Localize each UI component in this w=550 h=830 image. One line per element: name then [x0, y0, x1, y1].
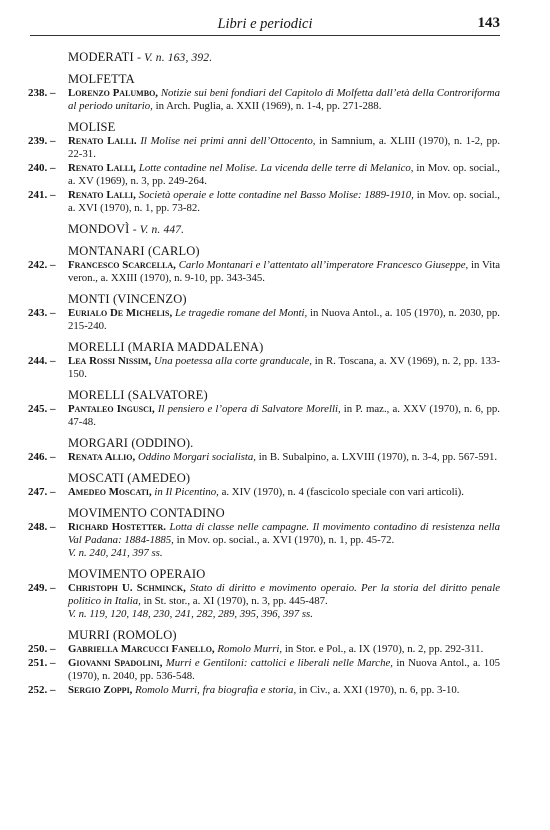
bibliography-entry — [28, 451, 500, 464]
bibliography-entry — [28, 87, 500, 113]
entry-text — [68, 657, 500, 683]
bibliography-entry — [28, 657, 500, 683]
heading-text: MONTI (VINCENZO) — [68, 292, 187, 306]
entry-text — [68, 189, 500, 215]
entry-text — [68, 451, 500, 464]
entry-author: Francesco Scarcella, — [68, 259, 176, 271]
entry-number: 243. – — [28, 307, 56, 319]
heading-text: MOVIMENTO CONTADINO — [68, 506, 225, 520]
entry-number: 247. – — [28, 486, 56, 498]
entry-title: Le tragedie romane del Monti, — [174, 307, 308, 319]
entry-details: in Mov. op. social., a. XV (1969), n. 3, pp. 249-264. — [68, 162, 500, 187]
entry-author: Renata Allio, — [68, 451, 136, 463]
entry-author: Christoph U. Schminck, — [68, 582, 186, 594]
heading-text: MONDOVÌ — [68, 222, 130, 236]
entry-author: Amedeo Moscati, — [68, 486, 152, 498]
entry-text — [68, 582, 500, 621]
entry-text — [68, 355, 500, 381]
section-heading — [28, 436, 500, 450]
section-heading — [28, 388, 500, 402]
section-heading — [28, 567, 500, 581]
entry-number: 244. – — [28, 355, 56, 367]
heading-text: MONTANARI (CARLO) — [68, 244, 200, 258]
heading-text: MURRI (ROMOLO) — [68, 628, 177, 642]
entry-title: Oddino Morgari socialista, — [137, 451, 257, 463]
heading-text: MOSCATI (AMEDEO) — [68, 471, 191, 485]
entry-details: in Mov. op. social., a. XVI (1970), n. 1, pp. 73-82. — [68, 189, 500, 214]
entry-details: in B. Subalpino, a. LXVIII (1970), n. 3-4, pp. 567-591. — [258, 451, 498, 463]
heading-text: MORGARI (ODDINO). — [68, 436, 194, 450]
entry-author: Renato Lalli. — [68, 135, 137, 147]
entry-title: Una poetessa alla corte granducale, — [154, 355, 312, 367]
entry-number: 238. – — [28, 87, 56, 99]
section-heading — [28, 50, 500, 65]
bibliography-entry — [28, 403, 500, 429]
section-heading — [28, 340, 500, 354]
heading-cross-reference: - V. n. 447. — [132, 224, 185, 236]
page-header — [30, 14, 500, 36]
bibliography-entry — [28, 684, 500, 697]
bibliography-entry — [28, 486, 500, 499]
bibliography-entry — [28, 582, 500, 621]
entry-cross-reference: V. n. 119, 120, 148, 230, 241, 282, 289, 395, 396, 397 ss. — [68, 608, 313, 620]
running-title: Libri e periodici — [217, 16, 313, 32]
entry-details: in Arch. Puglia, a. XXII (1969), n. 1-4, pp. 271-288. — [155, 100, 382, 112]
section-heading — [28, 506, 500, 520]
entry-details: in Nuova Antol., a. 105 (1970), n. 2040, pp. 536-548. — [68, 657, 501, 682]
entry-cross-reference: V. n. 240, 241, 397 ss. — [68, 547, 163, 559]
entry-details: in Samnium, a. XLIII (1970), n. 1-2, pp. 22-31. — [68, 135, 501, 160]
entry-title: Lotta di classe nelle campagne. Il movimento contadino di resistenza nella Val Padana: 1884-1885, — [68, 521, 500, 546]
bibliography-entry — [28, 307, 500, 333]
entry-title: Romolo Murri, — [217, 643, 283, 655]
bibliography-entry — [28, 521, 500, 560]
entry-details: in St. stor., a. XI (1970), n. 3, pp. 445-487. — [143, 595, 328, 607]
entry-author: Richard Hostetter. — [68, 521, 166, 533]
heading-text: MOLISE — [68, 120, 116, 134]
page-number: 143 — [477, 15, 500, 31]
entry-number: 242. – — [28, 259, 56, 271]
entry-number: 240. – — [28, 162, 56, 174]
entry-text — [68, 643, 500, 656]
entry-number: 248. – — [28, 521, 56, 533]
entry-number: 246. – — [28, 451, 56, 463]
entry-number: 250. – — [28, 643, 56, 655]
entry-number: 245. – — [28, 403, 56, 415]
section-heading — [28, 471, 500, 485]
entry-details: in Vita veron., a. XXIII (1970), n. 9-10, pp. 343-345. — [68, 259, 500, 284]
entry-title: Società operaie e lotte contadine nel Basso Molise: 1889-1910, — [138, 189, 414, 201]
entry-author: Renato Lalli, — [68, 162, 136, 174]
entry-author: Pantaleo Ingusci, — [68, 403, 155, 415]
bibliography-entry — [28, 189, 500, 215]
entry-title: Lotte contadine nel Molise. La vicenda delle terre di Melanico, — [138, 162, 414, 174]
entry-number: 251. – — [28, 657, 56, 669]
bibliography-entry — [28, 259, 500, 285]
entry-author: Lorenzo Palumbo, — [68, 87, 158, 99]
heading-text: MORELLI (MARIA MADDALENA) — [68, 340, 264, 354]
entry-author: Renato Lalli, — [68, 189, 136, 201]
entry-title: in Il Picentino, — [154, 486, 219, 498]
entry-text — [68, 403, 500, 429]
entry-author: Giovanni Spadolini, — [68, 657, 163, 669]
entry-title: Stato di diritto e movimento operaio. Per la storia del diritto penale politico in Italia, — [68, 582, 501, 607]
entry-text — [68, 307, 500, 333]
entry-text — [68, 135, 500, 161]
bibliography-entry — [28, 643, 500, 656]
section-heading — [28, 292, 500, 306]
entry-details: in Nuova Antol., a. 105 (1970), n. 2030, pp. 215-240. — [68, 307, 500, 332]
bibliography-entry — [28, 162, 500, 188]
heading-text: MODERATI — [68, 50, 134, 64]
entry-text — [68, 259, 500, 285]
entry-details: in R. Toscana, a. XV (1969), n. 2, pp. 133-150. — [68, 355, 501, 380]
entry-number: 239. – — [28, 135, 56, 147]
header-rule — [30, 35, 500, 36]
entry-number: 249. – — [28, 582, 56, 594]
entry-title: Il pensiero e l’opera di Salvatore Morelli, — [157, 403, 341, 415]
bibliography-list — [28, 46, 500, 698]
heading-cross-reference: - V. n. 163, 392. — [137, 52, 213, 64]
section-heading — [28, 222, 500, 237]
entry-title: Notizie sui beni fondiari del Capitolo di Molfetta dall’età della Controriforma al periodo unitario, — [68, 87, 500, 112]
entry-details: in Mov. op. social., a. XVI (1970), n. 1, pp. 45-72. — [176, 534, 395, 546]
heading-text: MOLFETTA — [68, 72, 135, 86]
entry-title: Il Molise nei primi anni dell’Ottocento, — [140, 135, 316, 147]
entry-text — [68, 486, 500, 499]
entry-details: a. XIV (1970), n. 4 (fascicolo speciale con vari articoli). — [221, 486, 464, 498]
bibliography-entry — [28, 135, 500, 161]
bibliography-entry — [28, 355, 500, 381]
entry-details: in Stor. e Pol., a. IX (1970), n. 2, pp. 292-311. — [284, 643, 484, 655]
entry-text — [68, 162, 500, 188]
entry-author: Eurialo De Michelis, — [68, 307, 173, 319]
section-heading — [28, 72, 500, 86]
entry-author: Sergio Zoppi, — [68, 684, 133, 696]
section-heading — [28, 628, 500, 642]
entry-number: 252. – — [28, 684, 56, 696]
entry-text — [68, 684, 500, 697]
entry-number: 241. – — [28, 189, 56, 201]
entry-title: Romolo Murri, fra biografia e storia, — [135, 684, 297, 696]
entry-details: in P. maz., a. XXV (1970), n. 6, pp. 47-48. — [68, 403, 500, 428]
entry-title: Carlo Montanari e l’attentato all’imperatore Francesco Giuseppe, — [178, 259, 469, 271]
heading-text: MORELLI (SALVATORE) — [68, 388, 208, 402]
entry-author: Lea Rossi Nissim, — [68, 355, 152, 367]
section-heading — [28, 244, 500, 258]
entry-author: Gabriella Marcucci Fanello, — [68, 643, 215, 655]
entry-details: in Civ., a. XXI (1970), n. 6, pp. 3-10. — [298, 684, 460, 696]
section-heading — [28, 120, 500, 134]
entry-text — [68, 521, 500, 560]
entry-title: Murri e Gentiloni: cattolici e liberali nelle Marche, — [165, 657, 393, 669]
heading-text: MOVIMENTO OPERAIO — [68, 567, 206, 581]
entry-text — [68, 87, 500, 113]
